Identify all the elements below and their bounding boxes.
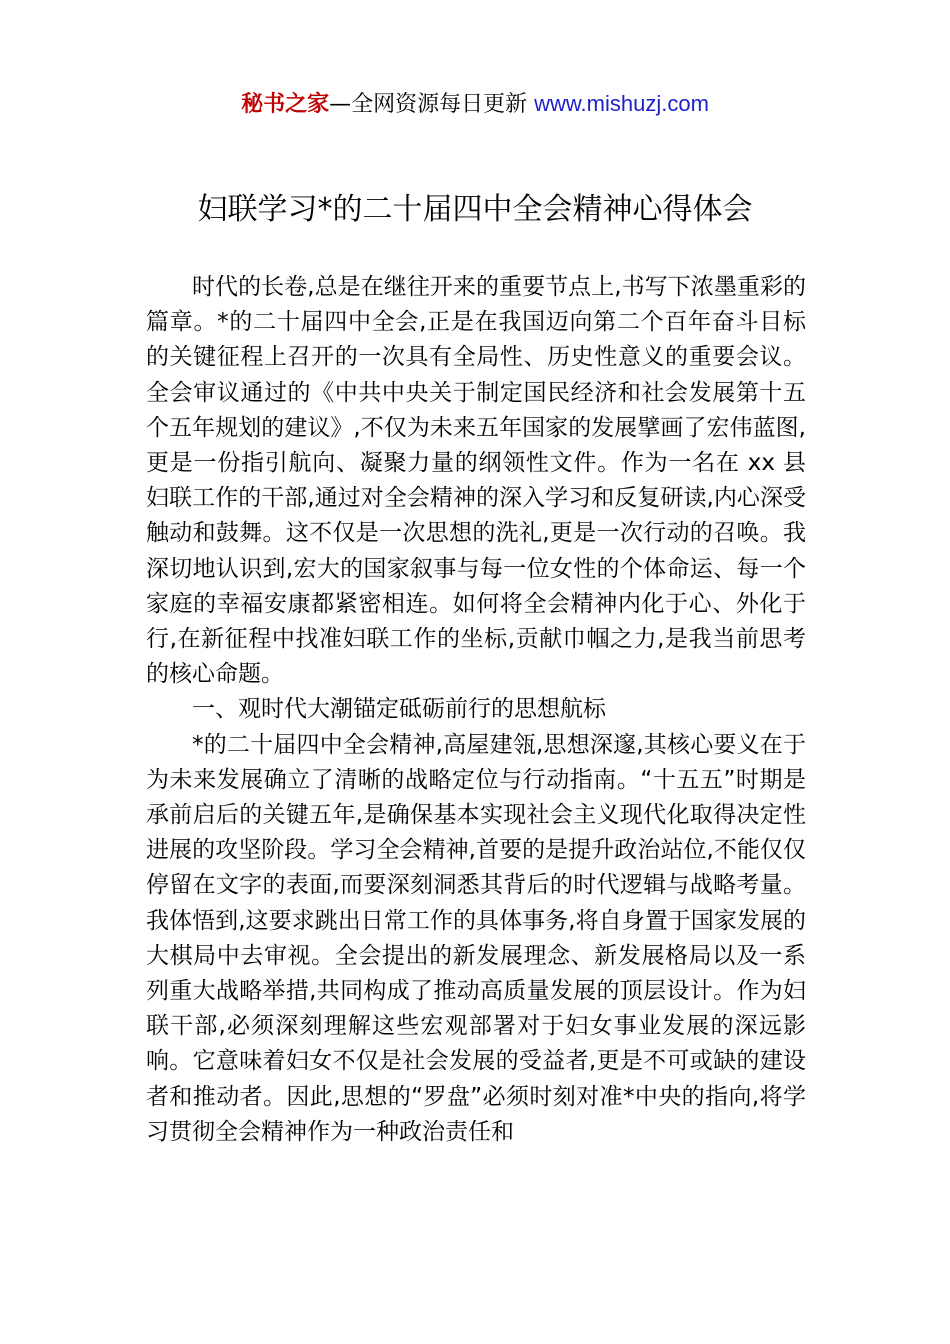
site-header — [0, 88, 950, 121]
document-body — [146, 270, 806, 1150]
document-title: 妇联学习*的二十届四中全会精神心得体会 — [197, 192, 753, 227]
paragraph-section-1: *的二十届四中全会精神,高屋建瓴,思想深邃,其核心要义在于为未来发展确立了清晰的战略定位与行动指南。“十五五”时期是承前启后的关键五年,是确保基本实现社会主义现代化取得决定性进展的攻坚阶段。学习全会精神,首要的是提升政治站位,不能仅仅停留在文字的表面,而要深刻洞悉其背后的时代逻辑与战略考量。我体悟到,这要求跳出日常工作的具体事务,将自身置于国家发展的大棋局中去审视。全会提出的新发展理念、新发展格局以及一系列重大战略举措,共同构成了推动高质量发展的顶层设计。作为妇联干部,必须深刻理解这些宏观部署对于妇女事业发展的深远影响。它意味着妇女不仅是社会发展的受益者,更是不可或缺的建设者和推动者。因此,思想的“罗盘”必须时刻对准*中央的指向,将学习贯彻全会精神作为一种政治责任和 — [146, 731, 806, 1145]
site-tagline: —全网资源每日更新 — [329, 92, 535, 117]
site-url-link[interactable]: www.mishuzj.com — [534, 91, 709, 116]
paragraph-intro: 时代的长卷,总是在继往开来的重要节点上,书写下浓墨重彩的篇章。*的二十届四中全会,正是在我国迈向第二个百年奋斗目标的关键征程上召开的一次具有全局性、历史性意义的重要会议。全会审议通过的《中共中央关于制定国民经济和社会发展第十五个五年规划的建议》,不仅为未来五年国家的发展擘画了宏伟蓝图,更是一份指引航向、凝聚力量的纲领性文件。作为一名在 xx 县妇联工作的干部,通过对全会精神的深入学习和反复研读,内心深受触动和鼓舞。这不仅是一次思想的洗礼,更是一次行动的召唤。我深切地认识到,宏大的国家叙事与每一位女性的个体命运、每一个家庭的幸福安康都紧密相连。如何将全会精神内化于心、外化于行,在新征程中找准妇联工作的坐标,贡献巾帼之力,是我当前思考的核心命题。 — [146, 274, 806, 688]
section-heading-1: 一、观时代大潮锚定砥砺前行的思想航标 — [192, 696, 606, 723]
site-brand: 秘书之家 — [241, 92, 330, 117]
